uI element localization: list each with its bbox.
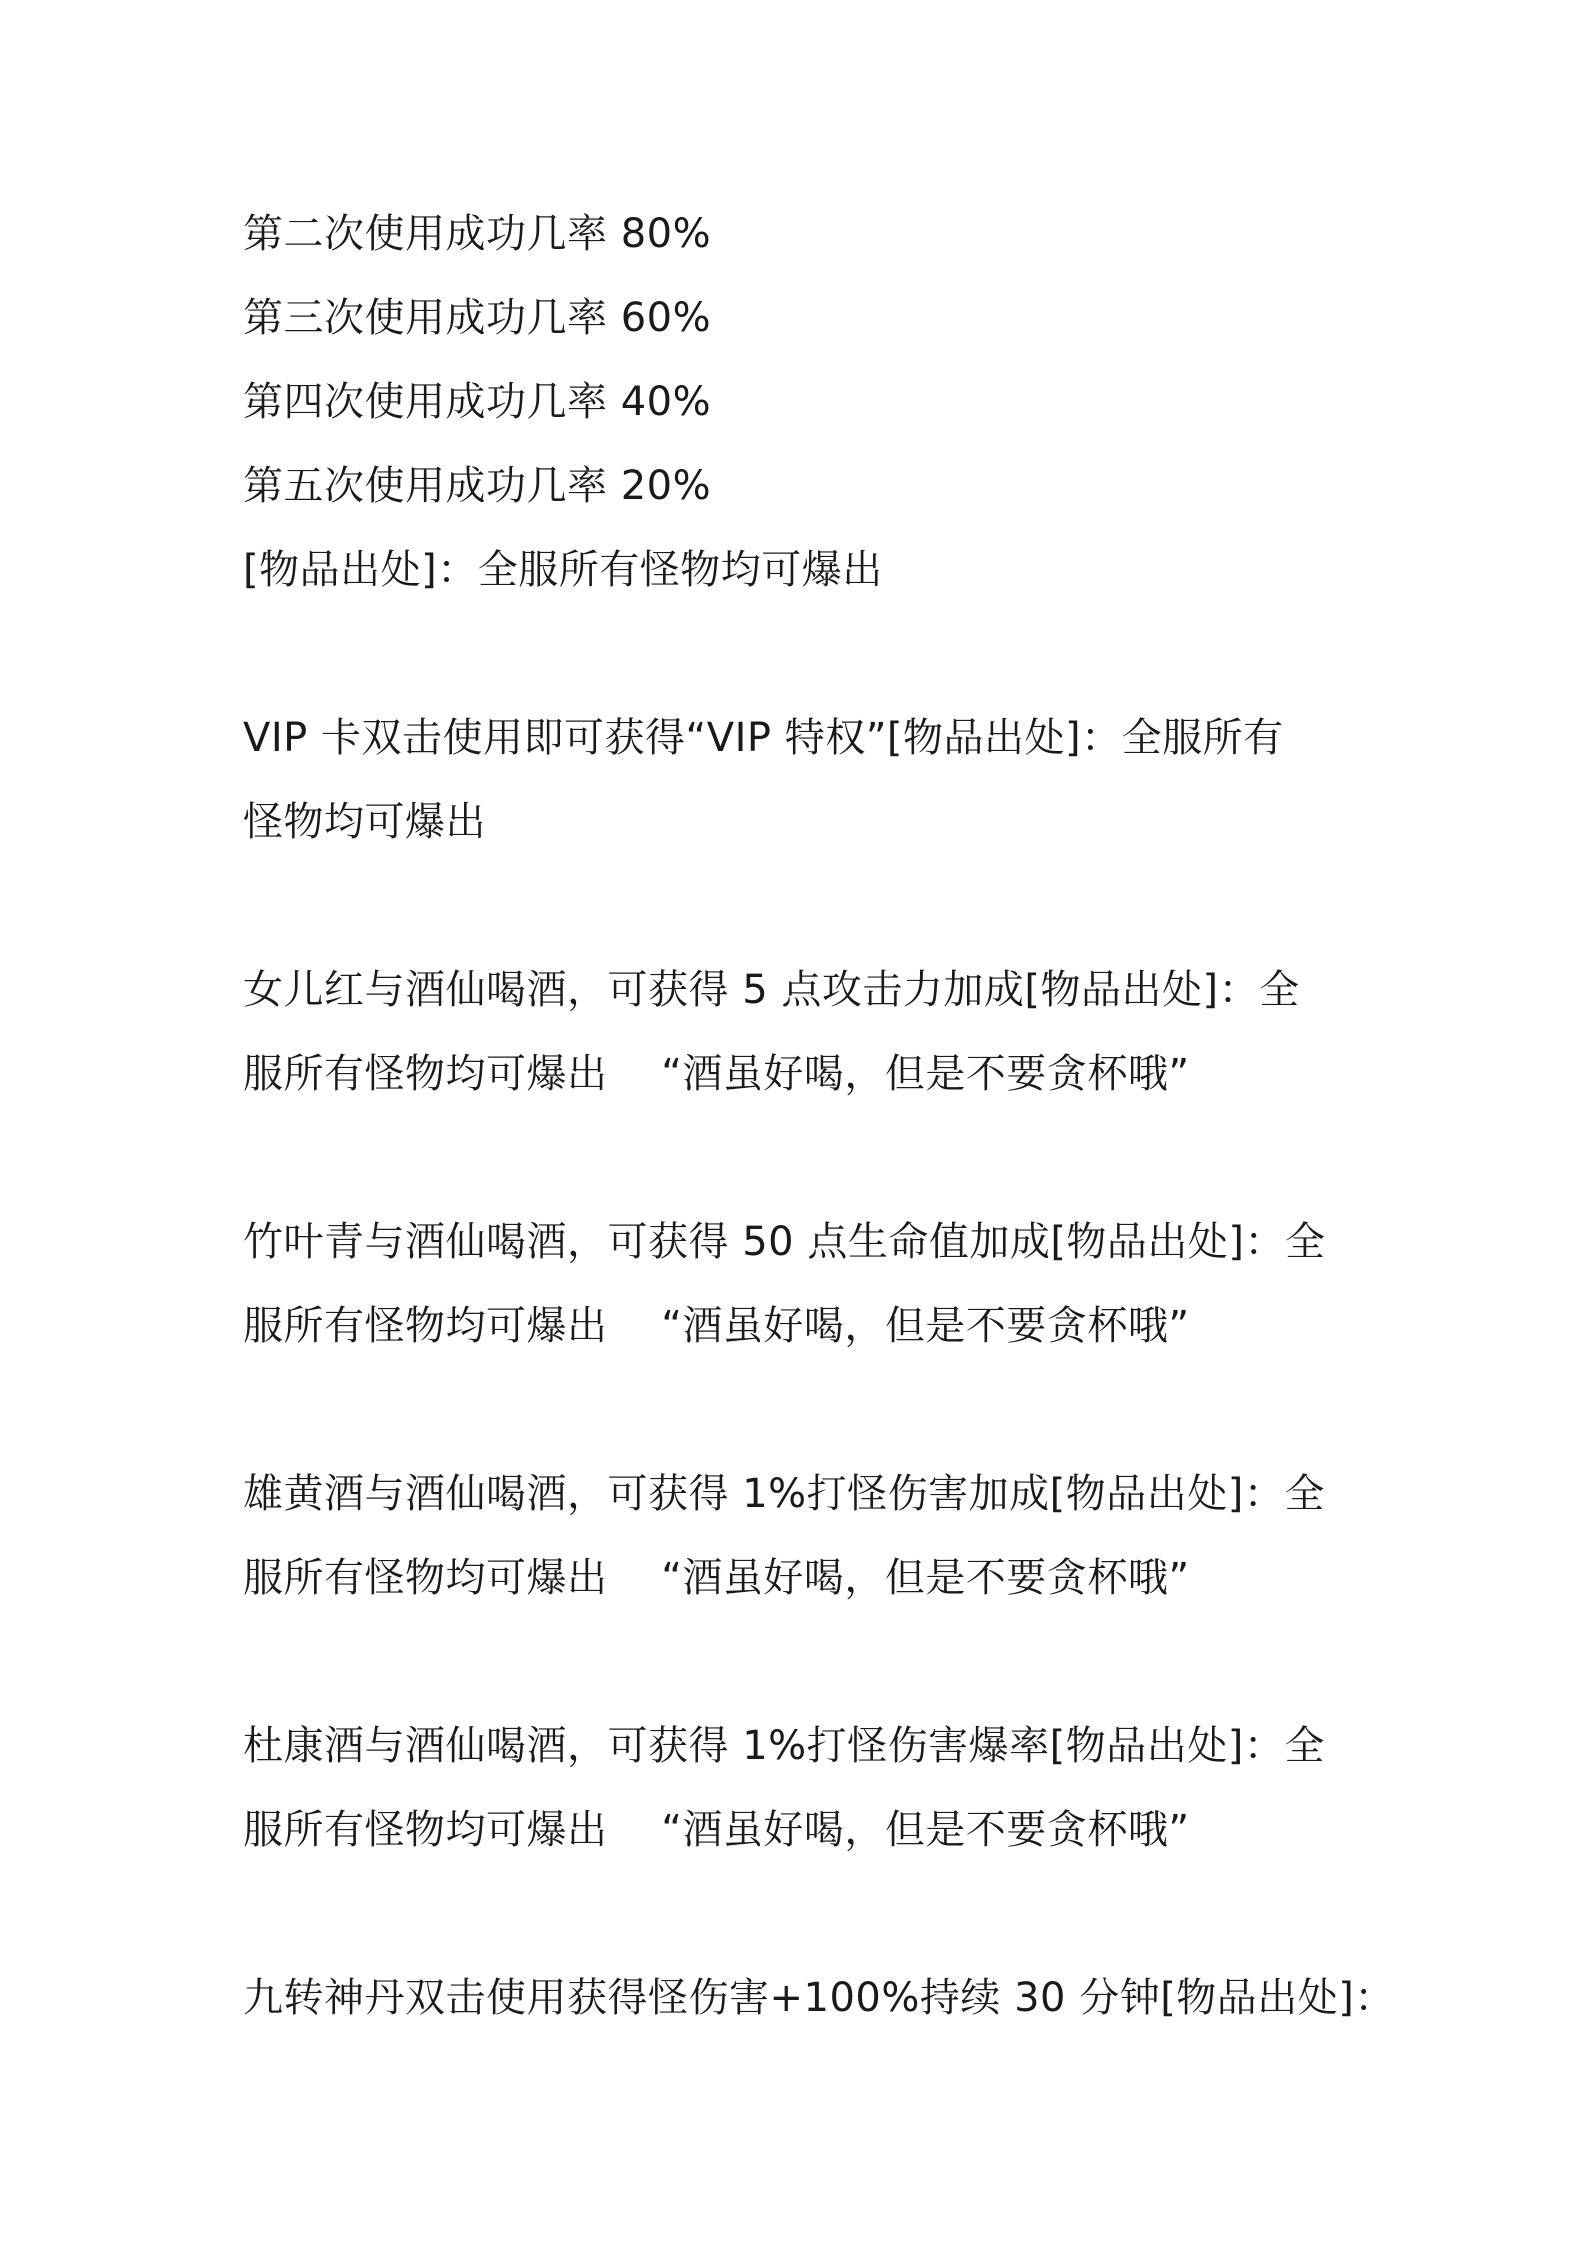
text-line: 竹叶青与酒仙喝酒，可获得 50 点生命值加成[物品出处]：全: [243, 1219, 1326, 1265]
text-line: 第三次使用成功几率 60%: [243, 295, 712, 341]
text-line: [物品出处]：全服所有怪物均可爆出: [243, 547, 883, 593]
text-line: 服所有怪物均可爆出 “酒虽好喝，但是不要贪杯哦”: [243, 1303, 1190, 1349]
text-line: 女儿红与酒仙喝酒，可获得 5 点攻击力加成[物品出处]：全: [243, 967, 1300, 1013]
text-line: 杜康酒与酒仙喝酒，可获得 1%打怪伤害爆率[物品出处]：全: [243, 1723, 1325, 1769]
text-line: 服所有怪物均可爆出 “酒虽好喝，但是不要贪杯哦”: [243, 1555, 1190, 1601]
text-line: 第二次使用成功几率 80%: [243, 211, 712, 257]
text-line: 第五次使用成功几率 20%: [243, 463, 712, 509]
text-line: 雄黄酒与酒仙喝酒，可获得 1%打怪伤害加成[物品出处]：全: [243, 1471, 1325, 1517]
text-line: 服所有怪物均可爆出 “酒虽好喝，但是不要贪杯哦”: [243, 1807, 1190, 1853]
text-line: 怪物均可爆出: [243, 799, 486, 845]
text-line: VIP 卡双击使用即可获得“VIP 特权”[物品出处]：全服所有: [243, 715, 1284, 761]
text-line: 九转神丹双击使用获得怪伤害+100%持续 30 分钟[物品出处]：: [243, 1975, 1395, 2021]
text-line: 第四次使用成功几率 40%: [243, 379, 712, 425]
text-line: 服所有怪物均可爆出 “酒虽好喝，但是不要贪杯哦”: [243, 1051, 1190, 1097]
